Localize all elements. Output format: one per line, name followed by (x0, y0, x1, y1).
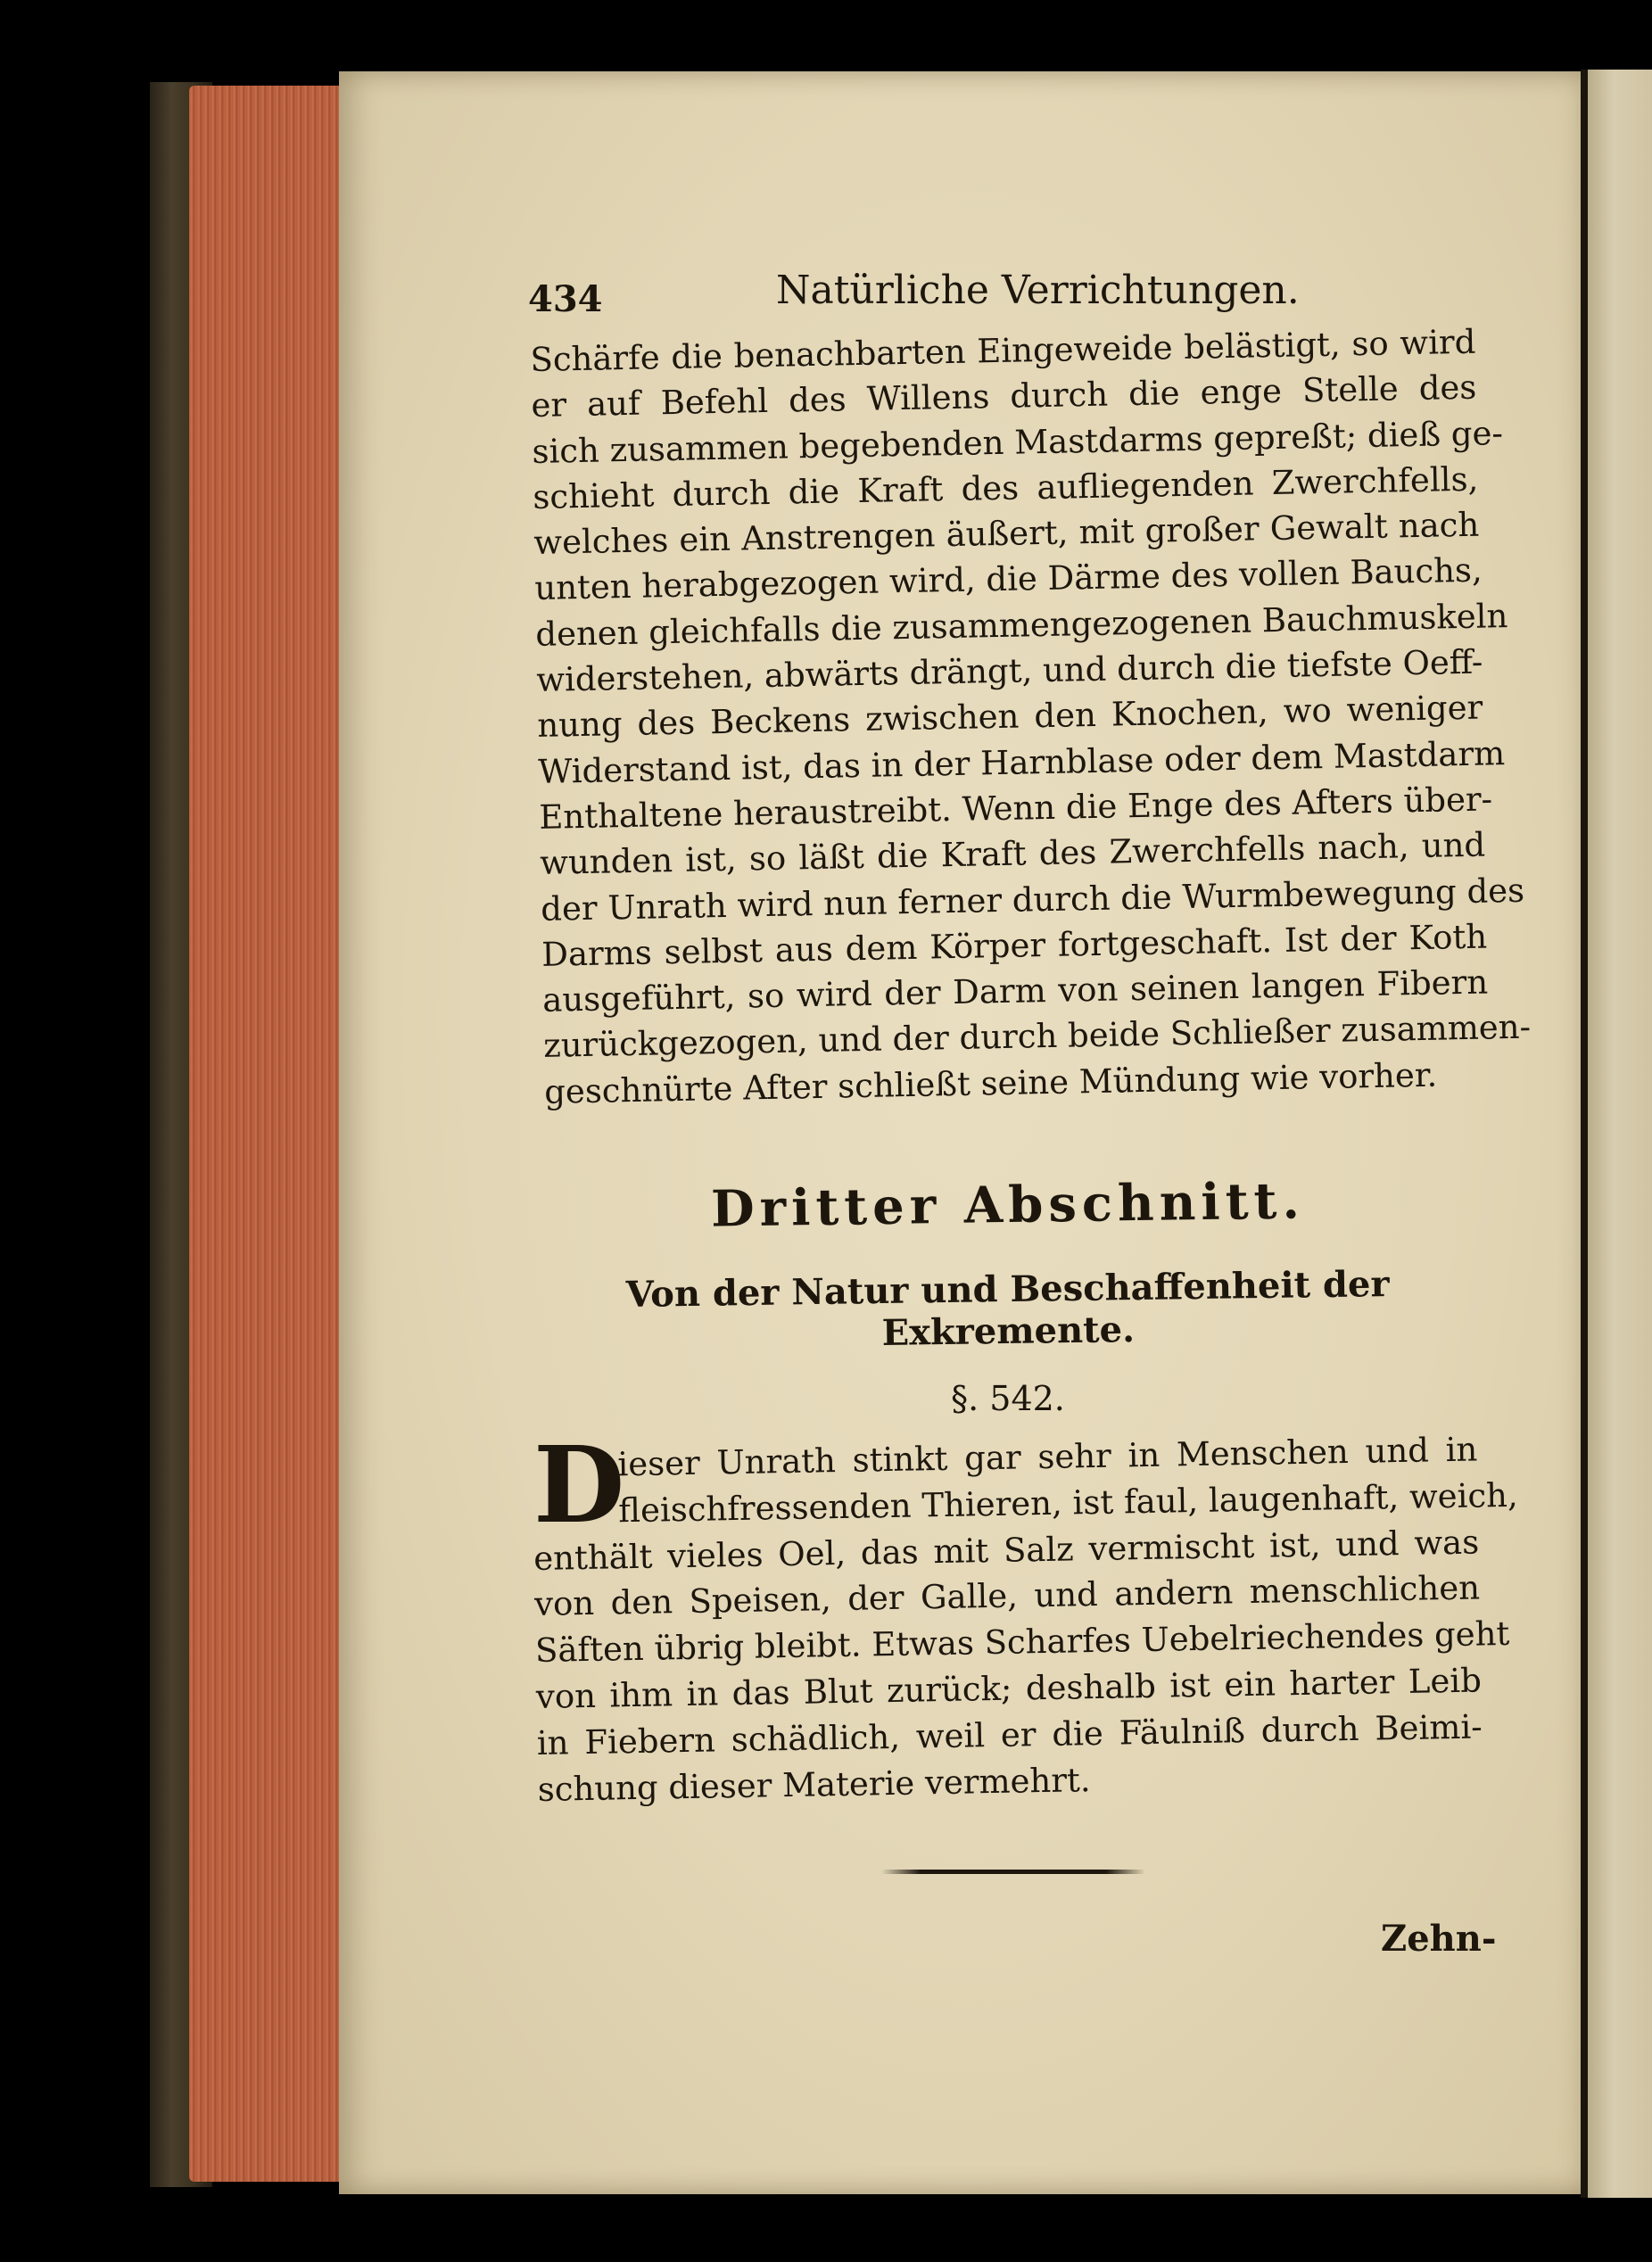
drop-cap: D (533, 1423, 625, 1547)
text-line: nung des Beckens zwischen den Knochen, wo weniger (536, 688, 1483, 746)
next-page-edge (1588, 70, 1652, 2198)
section-subtitle: Von der Natur und Beschaffenheit der Exkremente. (625, 1263, 1390, 1354)
text-line: er auf Befehl des Willens durch die enge Stelle des (531, 367, 1477, 425)
text-line: in Fiebern schädlich, weil er die Fäulniß durch Beimi- (536, 1707, 1483, 1763)
text-line: schieht durch die Kraft des aufliegenden Zwerchfells, (533, 459, 1479, 516)
running-head: Natürliche Verrichtungen. (776, 268, 1300, 313)
text-line: sich zusammen begebenden Mastdarms gepreßt; dieß ge- (532, 413, 1504, 471)
text-line: Säften übrig bleibt. Etwas Scharfes Uebelriechendes geht (534, 1614, 1510, 1671)
text-line: widerstehen, abwärts drängt, und durch die tiefste Oeff- (535, 642, 1483, 700)
section-paragraph (532, 1423, 1519, 1813)
text-line: denen gleichfalls die zusammengezogenen Bauchmuskeln (534, 596, 1508, 654)
body-paragraph (530, 319, 1532, 1115)
text-line: Enthaltene heraustreibt. Wenn die Enge des Afters über- (538, 780, 1493, 837)
text-line: fleischfressenden Thieren, ist faul, laugenhaft, weich, (617, 1475, 1519, 1531)
end-rule (881, 1870, 1145, 1874)
text-line: geschnürte After schließt seine Mündung wie vorher. (543, 1055, 1438, 1111)
text-line: von ihm in das Blut zurück; deshalb ist ein harter Leib (535, 1661, 1483, 1716)
text-line: unten herabgezogen wird, die Därme des vollen Bauchs, (534, 551, 1483, 608)
text-line: enthält vieles Oel, das mit Salz vermischt ist, und was (533, 1523, 1480, 1578)
text-line: ieser Unrath stinkt gar sehr in Menschen und in (617, 1430, 1478, 1484)
text-line: ausgeführt, so wird der Darm von seinen langen Fibern (541, 962, 1489, 1020)
paragraph-number: §. 542. (951, 1379, 1065, 1418)
text-line: Schärfe die benachbarten Eingeweide belästigt, so wird (530, 322, 1476, 379)
section-title: Dritter Abschnitt. (710, 1171, 1306, 1239)
text-line: zurückgezogen, und der durch beide Schließer zusammen- (542, 1008, 1532, 1066)
text-line: Widerstand ist, das in der Harnblase oder dem Mastdarm (537, 733, 1506, 791)
text-line: Darms selbst aus dem Körper fortgeschaft. Ist der Koth (541, 917, 1488, 974)
text-line: welches ein Anstrengen äußert, mit großer Gewalt nach (533, 505, 1480, 563)
text-line: wunden ist, so läßt die Kraft des Zwerchfells nach, und (539, 825, 1486, 883)
catchword: Zehn- (1381, 1918, 1497, 1960)
text-line: schung dieser Materie vermehrt. (537, 1760, 1091, 1809)
text-line: der Unrath wird nun ferner durch die Wurmbewegung des (540, 871, 1525, 929)
page-edges (189, 86, 350, 2182)
page-number: 434 (528, 278, 603, 320)
text-line: von den Speisen, der Galle, und andern menschlichen (533, 1568, 1481, 1624)
